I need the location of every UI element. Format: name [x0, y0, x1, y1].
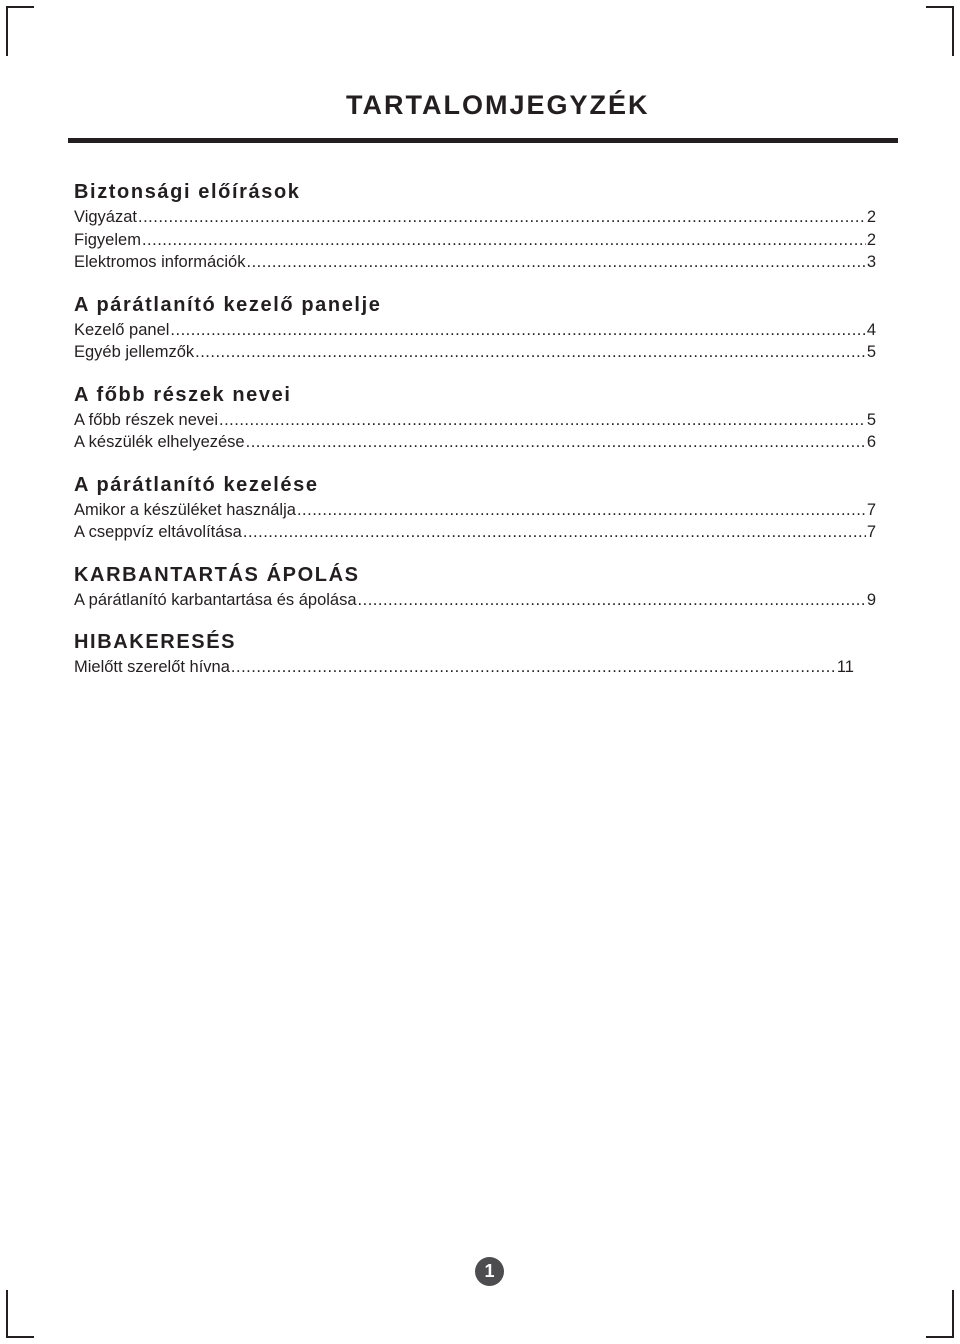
section-heading: A főbb részek nevei [74, 383, 292, 406]
title-divider [68, 138, 898, 143]
toc-entry[interactable] [74, 521, 876, 544]
section-heading: KARBANTARTÁS ÁPOLÁS [74, 563, 360, 586]
entry-label: A párátlanító karbantartása és ápolása [74, 590, 357, 609]
crop-mark-top-left [6, 6, 8, 56]
toc-entry[interactable] [74, 319, 876, 342]
toc-section [74, 561, 876, 612]
toc-section [74, 291, 876, 364]
section-heading: A párátlanító kezelő panelje [74, 293, 382, 316]
toc-entry[interactable] [74, 341, 876, 364]
entry-page: 2 [866, 230, 876, 249]
dot-leader [243, 521, 866, 544]
dot-leader [142, 229, 866, 252]
dot-leader [358, 589, 866, 612]
entry-page: 5 [866, 343, 876, 361]
dot-leader [246, 431, 866, 454]
toc-section [74, 178, 876, 274]
toc-entry[interactable] [74, 229, 876, 252]
toc-entry[interactable] [74, 251, 876, 274]
toc-section [74, 381, 876, 454]
toc-entry[interactable] [74, 409, 876, 432]
crop-mark-bottom-left [6, 1290, 8, 1338]
section-heading: Biztonsági előírások [74, 181, 301, 203]
section-heading: A párátlanító kezelése [74, 473, 319, 496]
entry-page: 7 [866, 500, 876, 519]
entry-page: 9 [866, 590, 876, 609]
toc-section [74, 628, 854, 679]
page-title: TARTALOMJEGYZÉK [346, 90, 650, 120]
entry-label: Vigyázat [74, 208, 137, 226]
toc-section [74, 471, 876, 544]
entry-label: Egyéb jellemzők [74, 343, 195, 361]
dot-leader [138, 206, 866, 229]
crop-mark-top-right [926, 6, 954, 8]
dot-leader [195, 341, 866, 364]
entry-page: 2 [866, 208, 876, 226]
entry-label: A cseppvíz eltávolítása [74, 523, 242, 541]
crop-mark-top-right [952, 6, 954, 56]
entry-page: 7 [866, 523, 876, 541]
entry-page: 3 [866, 253, 876, 271]
section-heading: HIBAKERESÉS [74, 631, 237, 653]
dot-leader [231, 656, 836, 679]
dot-leader [297, 499, 866, 522]
table-of-contents [74, 178, 876, 696]
page-number-badge: 1 [475, 1257, 504, 1286]
dot-leader [170, 319, 865, 342]
entry-label: Amikor a készüléket használja [74, 500, 296, 519]
entry-label: Figyelem [74, 230, 141, 249]
toc-entry[interactable] [74, 431, 876, 454]
entry-label: Elektromos információk [74, 253, 246, 271]
toc-entry[interactable] [74, 589, 876, 612]
entry-label: Mielőtt szerelőt hívna [74, 658, 230, 676]
crop-mark-bottom-right [926, 1336, 954, 1338]
entry-page: 6 [866, 433, 876, 451]
entry-page: 11 [836, 658, 854, 676]
toc-entry[interactable] [74, 656, 854, 679]
crop-mark-top-left [6, 6, 34, 8]
crop-mark-bottom-right [952, 1290, 954, 1338]
entry-page: 4 [866, 320, 876, 339]
entry-label: A készülék elhelyezése [74, 433, 245, 451]
dot-leader [246, 251, 865, 274]
entry-label: A főbb részek nevei [74, 410, 219, 429]
entry-page: 5 [866, 410, 876, 429]
toc-entry[interactable] [74, 499, 876, 522]
entry-label: Kezelő panel [74, 320, 170, 339]
toc-entry[interactable] [74, 206, 876, 229]
crop-mark-bottom-left [6, 1336, 34, 1338]
dot-leader [219, 409, 866, 432]
